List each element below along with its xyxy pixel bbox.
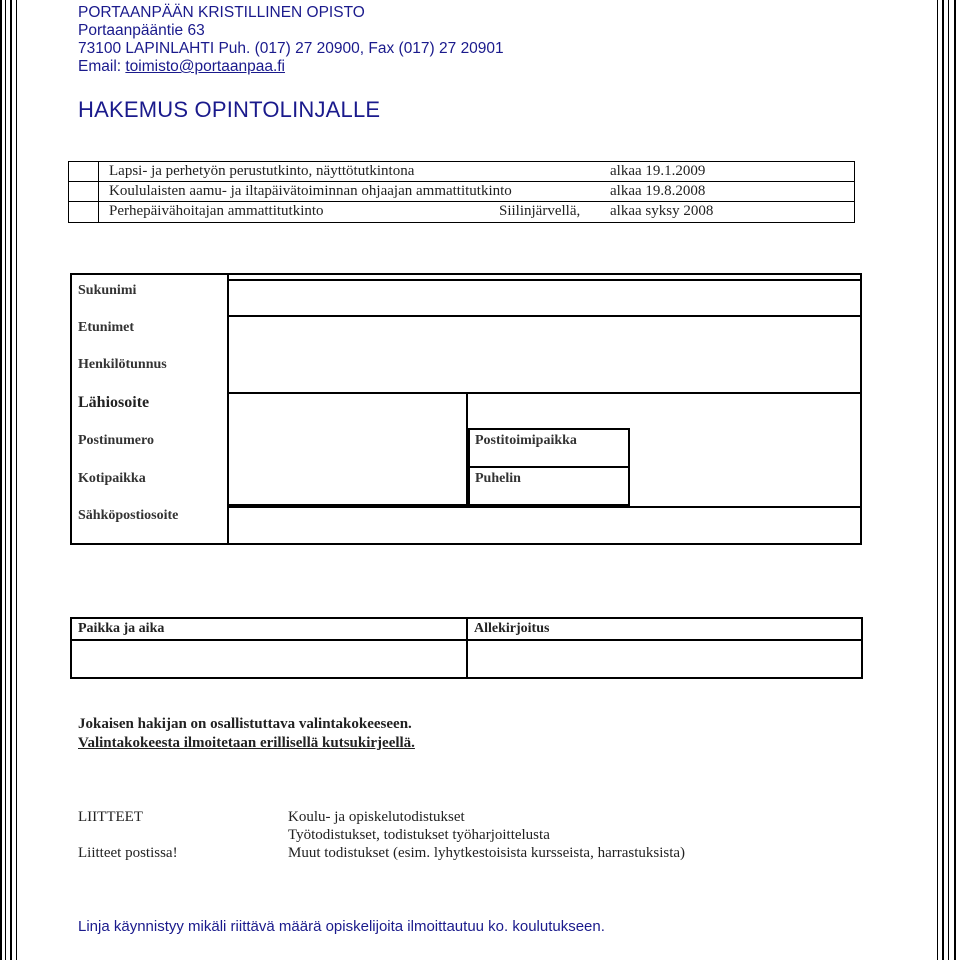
- attachment-item: Koulu- ja opiskelutodistukset: [288, 809, 465, 825]
- org-street: Portaanpääntie 63: [78, 22, 205, 39]
- email-link[interactable]: toimisto@portaanpaa.fi: [125, 58, 285, 75]
- phone-label: Puhelin: [475, 471, 521, 486]
- attachment-item: Työtodistukset, todistukset työharjoittelusta: [288, 827, 550, 843]
- left-border-rule: [16, 0, 17, 960]
- postal-code-field[interactable]: [227, 392, 468, 506]
- first-names-field[interactable]: [227, 317, 862, 392]
- personal-id-label: Henkilötunnus: [78, 357, 167, 372]
- surname-field[interactable]: [227, 279, 862, 317]
- program-place: Siilinjärvellä,: [499, 203, 581, 219]
- email-label: Email:: [78, 58, 126, 75]
- signature-divider: [466, 617, 468, 679]
- program-option: [69, 182, 854, 202]
- applicant-form: [70, 273, 862, 545]
- place-date-label: Paikka ja aika: [78, 621, 165, 636]
- program-option: [69, 202, 854, 222]
- program-checkbox[interactable]: [69, 182, 99, 201]
- left-border-rule: [10, 0, 12, 960]
- email-label: Sähköpostiosoite: [78, 508, 179, 523]
- program-start: alkaa 19.1.2009: [610, 163, 706, 179]
- street-address-label: Lähiosoite: [78, 394, 150, 411]
- right-border-rule: [942, 0, 944, 960]
- signature-block: [70, 617, 863, 679]
- selection-note: [78, 715, 415, 753]
- surname-label: Sukunimi: [78, 283, 137, 298]
- org-name: PORTAANPÄÄN KRISTILLINEN OPISTO: [78, 4, 365, 21]
- program-checkbox[interactable]: [69, 202, 99, 222]
- note-line-2: Valintakokeesta ilmoitetaan erillisellä kutsukirjeellä.: [78, 735, 415, 751]
- org-postal-phone: 73100 LAPINLAHTI Puh. (017) 27 20900, Fax (017) 27 20901: [78, 40, 504, 57]
- program-start: alkaa syksy 2008: [610, 203, 714, 219]
- program-option: [69, 162, 854, 182]
- postal-code-label: Postinumero: [78, 433, 154, 448]
- signature-label: Allekirjoitus: [474, 621, 550, 636]
- attachments-heading-block: [78, 808, 178, 862]
- note-line-1: Jokaisen hakijan on osallistuttava valintakokeeseen.: [78, 716, 412, 732]
- left-border-rule: [5, 0, 6, 960]
- right-border-rule: [954, 0, 956, 960]
- footer-note: Linja käynnistyy mikäli riittävä määrä opiskelijoita ilmoittautuu ko. koulutukseen.: [78, 918, 605, 935]
- page-title: HAKEMUS OPINTOLINJALLE: [78, 97, 381, 122]
- program-start: alkaa 19.8.2008: [610, 183, 706, 199]
- program-name: Perhepäivähoitajan ammattitutkinto: [109, 203, 324, 219]
- attachments-title: LIITTEET: [78, 809, 143, 825]
- attachment-item: Muut todistukset (esim. lyhytkestoisista kursseista, harrastuksista): [288, 845, 686, 861]
- right-border-rule: [937, 0, 938, 960]
- attachments-reminder: Liitteet postissa!: [78, 845, 178, 861]
- program-name: Koululaisten aamu- ja iltapäivätoiminnan ohjaajan ammattitutkinto: [109, 183, 512, 199]
- program-options: [68, 161, 855, 223]
- attachments-list: [288, 808, 685, 862]
- left-border-rule: [0, 0, 2, 960]
- first-names-label: Etunimet: [78, 320, 134, 335]
- letterhead: [78, 4, 504, 76]
- field-divider: [227, 506, 862, 508]
- program-checkbox[interactable]: [69, 162, 99, 181]
- program-name: Lapsi- ja perhetyön perustutkinto, näyttötutkintona: [109, 163, 415, 179]
- post-office-label: Postitoimipaikka: [475, 433, 577, 448]
- org-email-line: [78, 58, 504, 76]
- right-border-rule: [948, 0, 949, 960]
- home-town-label: Kotipaikka: [78, 471, 146, 486]
